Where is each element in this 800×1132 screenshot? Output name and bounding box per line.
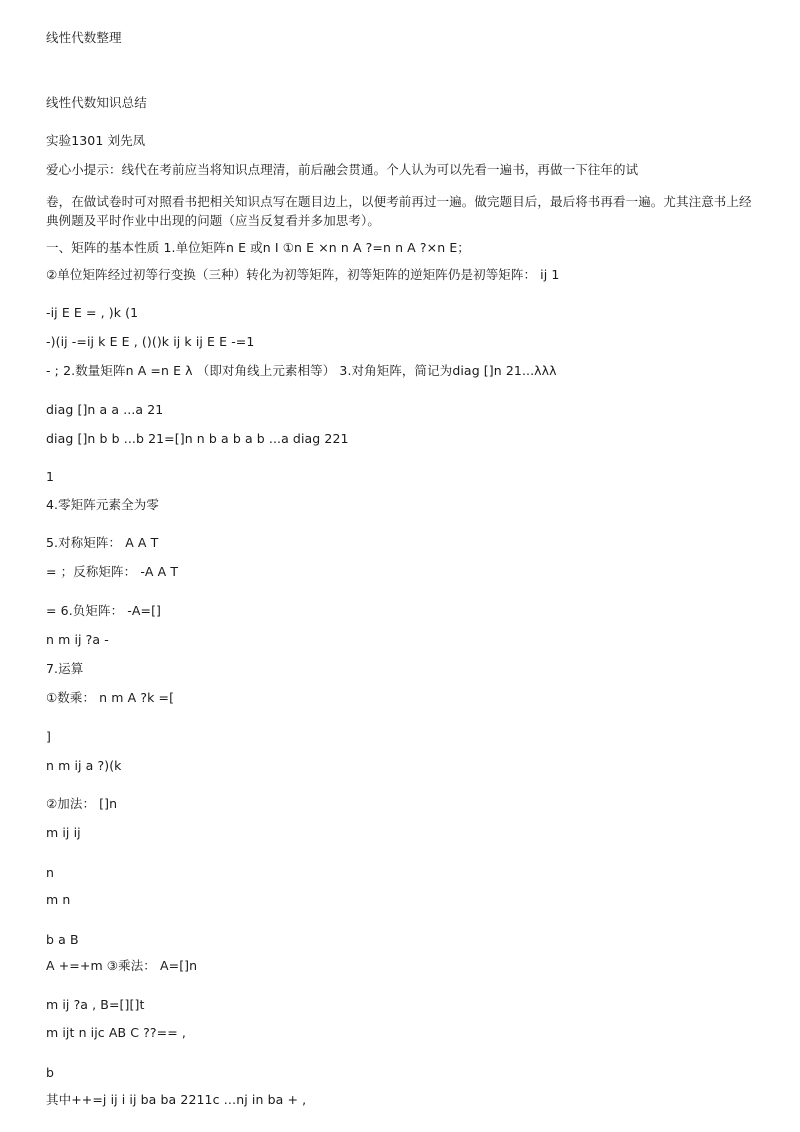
text-line: n m ij a ?)(k xyxy=(46,758,122,773)
text-line: n m ij ?a - xyxy=(46,632,109,647)
text-line: = 6.负矩阵： -A=[] xyxy=(46,603,162,618)
text-line: b xyxy=(46,1065,55,1080)
text-line: 5.对称矩阵： A A T xyxy=(46,535,159,550)
tip-line-1: 爱心小提示：线代在考前应当将知识点理清，前后融会贯通。个人认为可以先看一遍书，再做一下往年的试 xyxy=(46,162,639,177)
text-line: -ij E E = , )k (1 xyxy=(46,305,139,320)
text-line: 7.运算 xyxy=(46,661,84,676)
text-line: m ijt n ijc AB C ??== , xyxy=(46,1025,186,1040)
text-line: -)(ij -=ij k E E , ()()k ij k ij E E -=1 xyxy=(46,334,255,349)
text-line: ②加法： []n xyxy=(46,796,118,811)
text-line: diag []n a a ...a 21 xyxy=(46,402,164,417)
text-line: n xyxy=(46,865,55,880)
text-line: b a B xyxy=(46,932,79,947)
text-line: ] xyxy=(46,729,51,744)
author-line: 实验1301 刘先凤 xyxy=(46,133,146,148)
tip-line-2: 卷，在做试卷时可对照看书把相关知识点写在题目边上，以便考前再过一遍。做完题目后，最后将书再看一遍。尤其注意书上经典例题及平时作业中出现的问题（应当反复看并多加思考）。 xyxy=(46,194,752,228)
text-line: ②单位矩阵经过初等行变换（三种）转化为初等矩阵，初等矩阵的逆矩阵仍是初等矩阵： ij 1 xyxy=(46,267,560,282)
text-line: 其中++=j ij i ij ba ba 2211c …nj in ba + , xyxy=(46,1092,307,1107)
text-line: 一、矩阵的基本性质 1.单位矩阵n E 或n I ①n E ×n n A ?=n n A ?×n E； xyxy=(46,240,470,255)
document-header: 线性代数整理 xyxy=(46,30,122,45)
text-line: m n xyxy=(46,892,71,907)
text-line: m ij ?a , B=[][]t xyxy=(46,997,145,1012)
text-line: ①数乘： n m A ?k =[ xyxy=(46,690,175,705)
text-line: - ; 2.数量矩阵n A =n E λ （即对角线上元素相等） 3.对角矩阵，简记为diag []n 21...λλλ xyxy=(46,363,557,378)
text-line: 4.零矩阵元素全为零 xyxy=(46,497,159,512)
text-line: m ij ij xyxy=(46,825,81,840)
text-line: 1 xyxy=(46,469,55,484)
text-line: diag []n b b ...b 21=[]n n b a b a b ...a diag 221 xyxy=(46,431,349,446)
text-line: = ；反称矩阵： -A A T xyxy=(46,564,179,579)
document-title: 线性代数知识总结 xyxy=(46,95,147,110)
text-line: A +=+m ③乘法： A=[]n xyxy=(46,958,198,973)
